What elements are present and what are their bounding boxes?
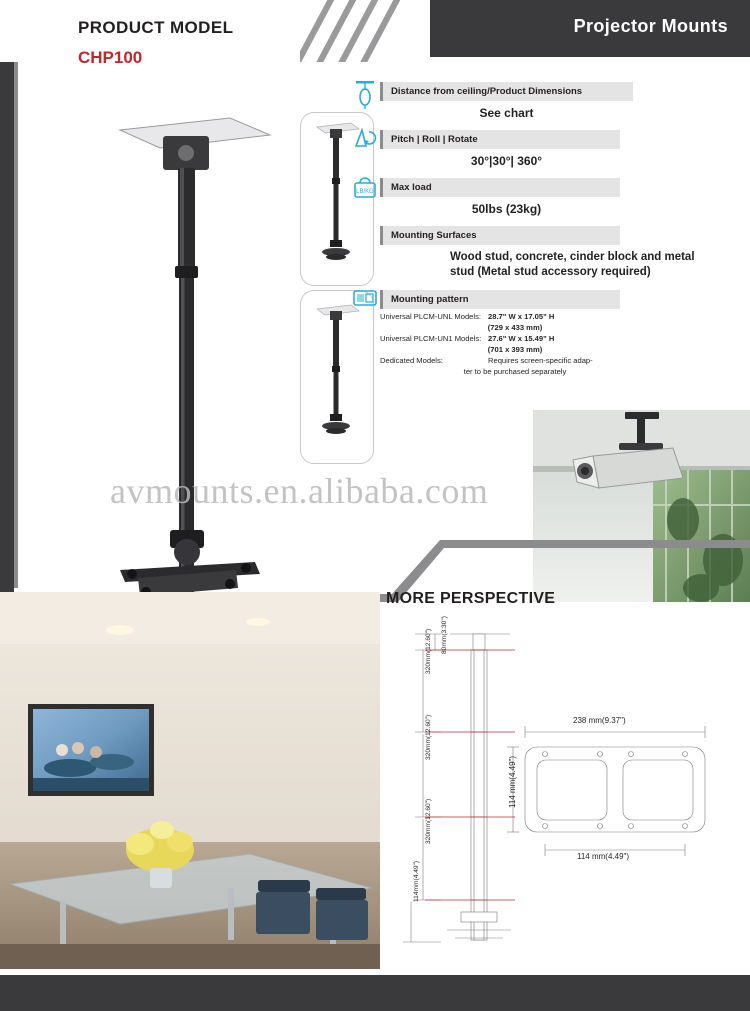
- spec-row-pattern: [380, 290, 690, 377]
- mounting-pattern-icon: [352, 287, 378, 313]
- spec-value-surfaces: Wood stud, concrete, cinder block and metal stud (Metal stud accessory required): [450, 251, 695, 278]
- spec-row-distance: [380, 82, 690, 128]
- mp-sub-dedicated: ter to be purchased separately: [463, 367, 567, 376]
- dim-plate-lower-width: 114 mm(4.49"): [577, 852, 630, 861]
- mp-val-unl: 28.7" W x 17.05" H: [488, 312, 555, 321]
- svg-text:LB/KG: LB/KG: [356, 189, 374, 195]
- dim-segment-2: 320mm(12.60"): [425, 714, 432, 760]
- header-stripes: [300, 0, 480, 62]
- ceiling-distance-icon: [352, 80, 378, 106]
- spec-row-surfaces: [380, 226, 695, 288]
- dim-top-plate-height: 80mm(3.30"): [441, 616, 448, 654]
- page-header: [0, 0, 750, 67]
- mp-val-un1: 27.6" W x 15.49" H: [488, 334, 555, 343]
- spec-label-pattern: Mounting pattern: [380, 290, 620, 309]
- mp-val-dedicated: Requires screen-specific adap-: [488, 356, 593, 365]
- mounting-pattern-table: [380, 312, 650, 377]
- watermark-text: avmounts.en.alibaba.com: [110, 471, 489, 511]
- product-code: CHP100: [78, 48, 143, 67]
- product-model-label: PRODUCT MODEL: [78, 18, 234, 37]
- technical-drawing: [395, 612, 745, 957]
- specifications-panel: [356, 82, 695, 378]
- mp-sub-un1: (701 x 393 mm): [487, 345, 543, 354]
- mp-key-dedicated: Dedicated Models:: [380, 356, 443, 365]
- spec-row-pitch: [380, 130, 690, 176]
- dim-bottom-height: 114mm(4.49"): [413, 860, 420, 902]
- mp-key-un1: Universal PLCM-UN1 Models:: [380, 334, 482, 343]
- spec-label-maxload: Max load: [380, 178, 620, 197]
- max-load-icon: [352, 174, 378, 200]
- product-thumbnail-retracted: [300, 290, 374, 464]
- bottom-dark-band: [0, 975, 750, 1011]
- spec-value-maxload: 50lbs (23kg): [471, 202, 542, 216]
- spec-label-distance: Distance from ceiling/Product Dimensions: [380, 82, 633, 101]
- spec-label-pitch: Pitch | Roll | Rotate: [380, 130, 620, 149]
- pitch-roll-rotate-icon: [352, 126, 378, 152]
- spec-value-distance: See chart: [479, 106, 534, 120]
- spec-label-surfaces: Mounting Surfaces: [380, 226, 620, 245]
- dim-plate-width: 238 mm(9.37"): [573, 716, 626, 725]
- spec-row-maxload: [356, 178, 690, 224]
- dim-plate-height: 114 mm(4.49"): [508, 755, 517, 808]
- category-title: Projector Mounts: [573, 16, 728, 36]
- photo-room-interior: [0, 592, 380, 972]
- more-perspective-title: MORE PERSPECTIVE: [386, 590, 556, 607]
- mp-key-unl: Universal PLCM-UNL Models:: [380, 312, 481, 321]
- left-edge-accent: [14, 28, 18, 588]
- mp-sub-unl: (729 x 433 mm): [487, 323, 543, 332]
- spec-value-pitch: 30°|30°| 360°: [470, 154, 543, 168]
- dim-segment-3: 320mm(12.60"): [425, 798, 432, 844]
- dim-segment-1: 320mm(12.60"): [425, 628, 432, 674]
